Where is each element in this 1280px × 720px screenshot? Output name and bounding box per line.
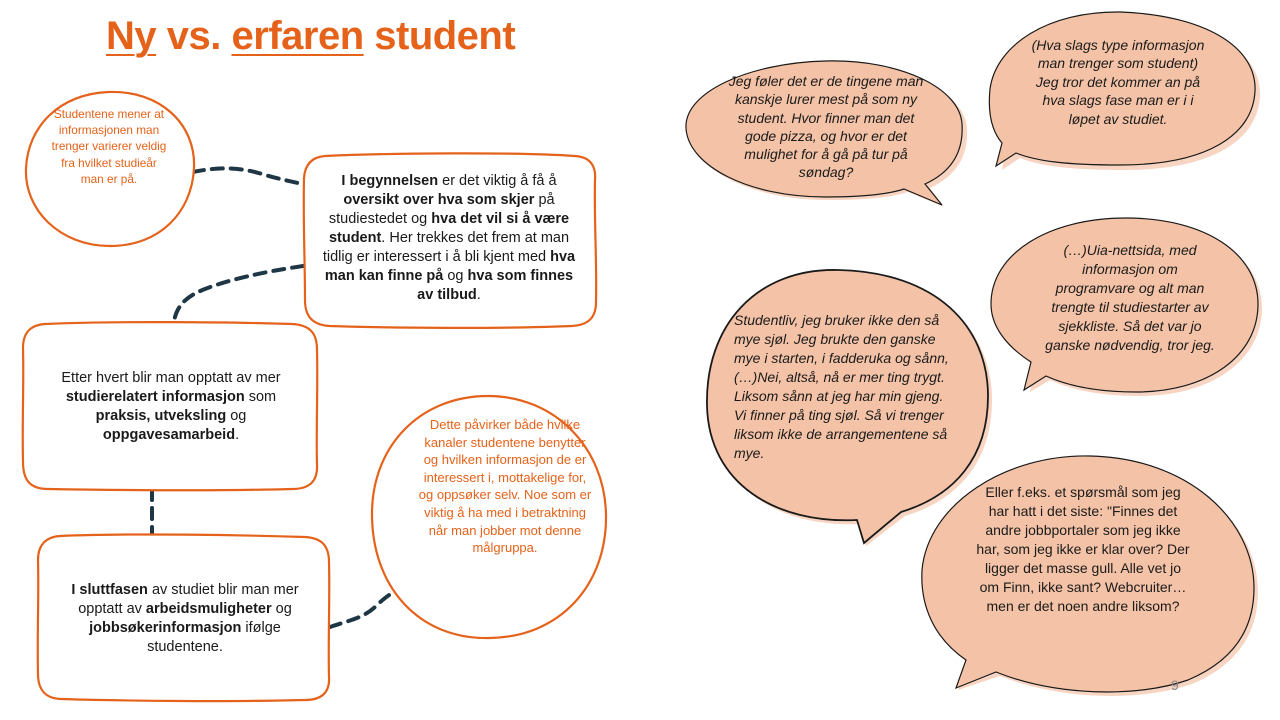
phase-late-text-3: arbeidsmuligheter xyxy=(145,601,272,617)
page-number: 9 xyxy=(1171,677,1179,693)
connector-late-to-note xyxy=(330,590,400,627)
phase-early-text-7: hva man kan finne på xyxy=(324,249,576,284)
phase-late-text-1: I sluttfasen xyxy=(71,582,148,598)
phase-late-text-4: og xyxy=(271,601,292,617)
phase-middle-text-7: . xyxy=(235,427,240,443)
phase-early-text-10: . xyxy=(476,287,481,303)
quote-2: (Hva slags type informasjon man trenger som student) Jeg tror det kommer an på hva slags fase man er i i løpet av studiet. xyxy=(1031,37,1205,127)
title-word-new: Ny xyxy=(106,14,157,58)
side-note-top: Studentene mener at informasjonen man trenger varierer veldig fra hvilket studieår man er på. xyxy=(51,107,167,186)
phase-middle-text-4: praksis, utveksling xyxy=(95,408,227,424)
phase-middle-text-5: og xyxy=(226,408,247,424)
phase-early-text-3: oversikt over hva som skjer xyxy=(343,192,535,208)
quote-5: Eller f.eks. et spørsmål som jeg har hatt i det siste: "Finnes det andre jobbportaler som jeg ikke har, som jeg ikke er klar over? Der ligger det masse gull. Alle vet jo om Finn, ikke sant? Webcruiter… men er det noen andre liksom? xyxy=(976,484,1190,614)
phase-middle-text-1: Etter hvert blir man opptatt av mer xyxy=(61,370,281,386)
phase-early-text-6: . Her trekkes det frem at man tidlig er interessert i å bli kjent med xyxy=(322,230,570,265)
quote-1: Jeg føler det er de tingene man kanskje lurer mest på som ny student. Hvor finner man det gode pizza, og hvor er det mulighet for å gå på tur på søndag? xyxy=(728,73,924,181)
title-word-vs: vs. xyxy=(166,14,221,58)
quote-3: (…)Uia-nettsida, med informasjon om programvare og alt man trengte til studiestarter av sjekkliste. Så det var jo ganske nødvendig, tror jeg. xyxy=(1045,242,1215,353)
title-word-student: student xyxy=(374,14,516,58)
phase-middle-text-2: studierelatert informasjon xyxy=(65,389,245,405)
connector-early-to-middle xyxy=(174,266,303,322)
phase-middle-text-3: som xyxy=(244,389,277,405)
title-word-experienced: erfaren xyxy=(231,14,364,58)
phase-early-text-2: er det viktig å få å xyxy=(438,173,557,189)
quote-4: Studentliv, jeg bruker ikke den så mye sjøl. Jeg brukte den ganske mye i starten, i fadderuka og sånn,(…)Nei, altså, nå er mer ting trygt. Liksom sånn at jeg har min gjeng. Vi finner på ting sjøl. Så vi trenger liksom ikke de arrangementene så mye. xyxy=(734,312,949,461)
phase-middle-text-6: oppgavesamarbeid xyxy=(102,427,236,443)
phase-early-text xyxy=(318,172,580,305)
phase-late-text-5: jobbsøkerinformasjon xyxy=(89,620,242,636)
phase-late-text-6: ifølge studentene. xyxy=(147,620,281,655)
phase-middle-text xyxy=(42,369,300,445)
phase-early-text-5: hva det vil si å være student xyxy=(328,211,570,246)
side-note-bottom: Dette påvirker både hvilke kanaler studentene benytter og hvilken informasjon de er interessert i, mottakelige for, og oppsøker selv. Noe som er viktig å ha med i betraktning når man jobber mot denne målgruppa. xyxy=(418,417,592,556)
phase-early-text-8: og xyxy=(443,268,468,284)
phase-late-text xyxy=(56,581,314,657)
connector-note-to-early xyxy=(193,168,302,184)
phase-early-text-9: hva som finnes av tilbud xyxy=(417,268,574,303)
phase-late-text-2: av studiet blir man mer opptatt av xyxy=(78,582,299,617)
phase-early-text-4: på studiestedet og xyxy=(328,192,555,227)
phase-early-text-1: I begynnelsen xyxy=(341,173,439,189)
